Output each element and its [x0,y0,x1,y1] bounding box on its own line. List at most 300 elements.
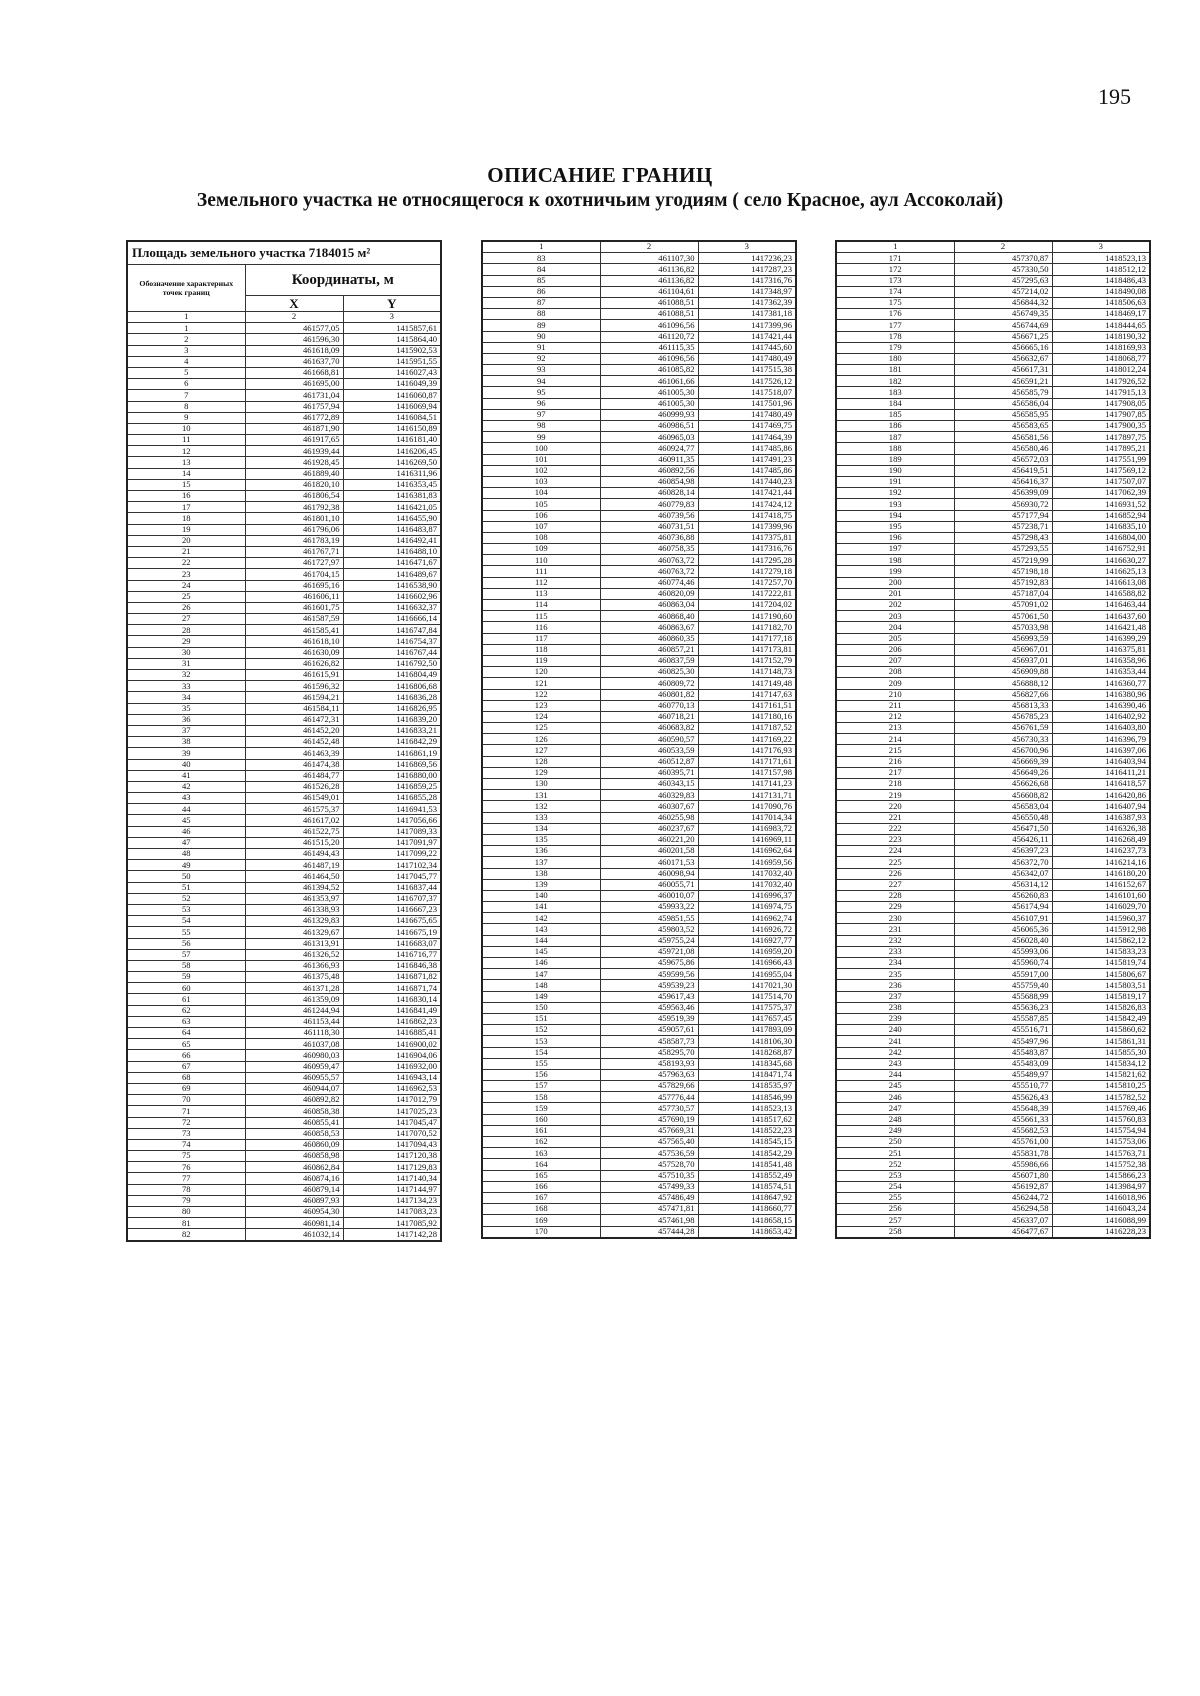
point-number: 176 [836,309,954,320]
x-coordinate: 461783,19 [245,535,343,546]
y-coordinate: 1417399,96 [698,521,796,532]
table-row [127,1229,441,1241]
y-coordinate: 1417518,07 [698,387,796,398]
x-coordinate: 461494,43 [245,849,343,860]
point-number: 146 [482,958,600,969]
y-coordinate: 1417257,70 [698,577,796,588]
table-row [127,725,441,736]
x-coordinate: 456583,65 [954,421,1052,432]
y-coordinate: 1417142,28 [343,1229,441,1241]
y-coordinate: 1417316,76 [698,275,796,286]
x-coordinate: 461326,52 [245,949,343,960]
table-row [836,286,1150,297]
point-number: 18 [127,513,245,524]
y-coordinate: 1418169,93 [1052,342,1150,353]
y-coordinate: 1417526,12 [698,376,796,387]
y-coordinate: 1415834,12 [1052,1058,1150,1069]
x-coordinate: 455682,53 [954,1125,1052,1136]
y-coordinate: 1416804,49 [343,670,441,681]
y-coordinate: 1416455,90 [343,513,441,524]
point-number: 88 [482,309,600,320]
table-row [127,1061,441,1072]
x-coordinate: 460718,21 [600,711,698,722]
point-number: 105 [482,499,600,510]
point-number: 184 [836,398,954,409]
x-coordinate: 459755,24 [600,935,698,946]
point-number: 38 [127,737,245,748]
table-row [482,633,796,644]
point-number: 210 [836,689,954,700]
x-coordinate: 456993,59 [954,633,1052,644]
x-coordinate: 461136,82 [600,264,698,275]
point-number: 177 [836,320,954,331]
table-row [482,1181,796,1192]
x-coordinate: 460863,67 [600,622,698,633]
point-number: 217 [836,767,954,778]
table-row [127,1207,441,1218]
x-coordinate: 461731,04 [245,390,343,401]
point-number: 96 [482,398,600,409]
point-number: 103 [482,476,600,487]
x-coordinate: 461366,93 [245,960,343,971]
point-number: 72 [127,1117,245,1128]
x-coordinate: 460854,98 [600,476,698,487]
x-coordinate: 459563,46 [600,1002,698,1013]
x-coordinate: 455636,23 [954,1002,1052,1013]
point-number: 186 [836,421,954,432]
table-row [836,1025,1150,1036]
x-coordinate: 456665,16 [954,342,1052,353]
x-coordinate: 461484,77 [245,770,343,781]
x-coordinate: 460954,30 [245,1207,343,1218]
table-row [127,692,441,703]
point-number: 244 [836,1069,954,1080]
x-coordinate: 461522,75 [245,826,343,837]
point-number: 207 [836,655,954,666]
x-coordinate: 461585,41 [245,625,343,636]
table-row [836,443,1150,454]
point-number: 61 [127,994,245,1005]
table-row [127,994,441,1005]
point-number: 7 [127,390,245,401]
point-number: 213 [836,723,954,734]
table-row [482,488,796,499]
y-coordinate: 1416421,48 [1052,622,1150,633]
point-number: 180 [836,353,954,364]
table-row [836,1047,1150,1058]
x-coordinate: 455483,09 [954,1058,1052,1069]
table-row [836,991,1150,1002]
y-coordinate: 1416381,83 [343,491,441,502]
y-coordinate: 1416837,44 [343,882,441,893]
x-coordinate: 456813,33 [954,700,1052,711]
y-coordinate: 1415951,55 [343,356,441,367]
x-coordinate: 457471,81 [600,1204,698,1215]
y-coordinate: 1416311,96 [343,468,441,479]
y-coordinate: 1416043,24 [1052,1204,1150,1215]
x-coordinate: 456550,48 [954,812,1052,823]
y-coordinate: 1417236,23 [698,253,796,264]
table-row [482,577,796,588]
point-number: 178 [836,331,954,342]
x-coordinate: 460825,30 [600,667,698,678]
table-row [127,513,441,524]
point-number: 127 [482,745,600,756]
x-coordinate: 460731,51 [600,521,698,532]
point-number: 113 [482,588,600,599]
point-number: 234 [836,958,954,969]
y-coordinate: 1418545,15 [698,1137,796,1148]
point-number: 78 [127,1184,245,1195]
x-coordinate: 461668,81 [245,367,343,378]
y-coordinate: 1417187,52 [698,723,796,734]
table-row [482,1215,796,1226]
point-number: 257 [836,1215,954,1226]
table-row [482,913,796,924]
y-coordinate: 1416836,28 [343,692,441,703]
point-number: 111 [482,566,600,577]
table-row [836,745,1150,756]
y-coordinate: 1418471,74 [698,1069,796,1080]
point-number: 205 [836,633,954,644]
y-coordinate: 1415782,52 [1052,1092,1150,1103]
y-coordinate: 1415754,94 [1052,1125,1150,1136]
x-coordinate: 455516,71 [954,1025,1052,1036]
point-number: 136 [482,846,600,857]
point-number: 100 [482,443,600,454]
point-number: 76 [127,1162,245,1173]
y-coordinate: 1416941,53 [343,804,441,815]
x-coordinate: 457187,04 [954,588,1052,599]
y-coordinate: 1417893,09 [698,1025,796,1036]
y-coordinate: 1418523,13 [1052,253,1150,264]
table-row [482,1103,796,1114]
table-row [482,353,796,364]
point-number: 102 [482,465,600,476]
x-coordinate: 455688,99 [954,991,1052,1002]
point-number: 21 [127,546,245,557]
x-coordinate: 460010,07 [600,890,698,901]
x-coordinate: 461695,00 [245,379,343,390]
point-number: 11 [127,435,245,446]
y-coordinate: 1417161,51 [698,700,796,711]
point-number: 232 [836,935,954,946]
x-coordinate: 459675,86 [600,958,698,969]
x-coordinate: 461596,30 [245,334,343,345]
x-coordinate: 455986,66 [954,1159,1052,1170]
point-number: 36 [127,714,245,725]
y-coordinate: 1417464,39 [698,432,796,443]
y-coordinate: 1418647,92 [698,1192,796,1203]
table-row [482,700,796,711]
x-coordinate: 460763,72 [600,566,698,577]
x-coordinate: 459803,52 [600,924,698,935]
point-number: 220 [836,801,954,812]
x-coordinate: 460980,03 [245,1050,343,1061]
table-row [482,1092,796,1103]
x-coordinate: 460959,47 [245,1061,343,1072]
y-coordinate: 1418506,63 [1052,297,1150,308]
table-row [836,1159,1150,1170]
table-1-body [127,323,441,1241]
point-number: 223 [836,834,954,845]
y-coordinate: 1416900,02 [343,1039,441,1050]
table-row [836,689,1150,700]
col-number-2: 2 [954,241,1052,253]
x-coordinate: 456761,59 [954,723,1052,734]
y-coordinate: 1416974,75 [698,902,796,913]
y-coordinate: 1416399,29 [1052,633,1150,644]
x-coordinate: 461727,97 [245,558,343,569]
point-number: 26 [127,602,245,613]
table-row [127,435,441,446]
x-coordinate: 457486,49 [600,1192,698,1203]
y-coordinate: 1416407,94 [1052,801,1150,812]
x-coordinate: 461792,38 [245,502,343,513]
point-number: 101 [482,454,600,465]
y-coordinate: 1417657,45 [698,1013,796,1024]
y-coordinate: 1416747,84 [343,625,441,636]
x-coordinate: 457730,57 [600,1103,698,1114]
table-row [836,1069,1150,1080]
x-coordinate: 456632,67 [954,353,1052,364]
x-coordinate: 460924,77 [600,443,698,454]
table-row [127,949,441,960]
y-coordinate: 1415912,98 [1052,924,1150,935]
table-row [127,412,441,423]
point-number: 243 [836,1058,954,1069]
x-coordinate: 461375,48 [245,972,343,983]
y-coordinate: 1416180,20 [1052,868,1150,879]
x-coordinate: 461939,44 [245,446,343,457]
point-number: 236 [836,980,954,991]
x-coordinate: 460774,46 [600,577,698,588]
table-row [482,1025,796,1036]
x-coordinate: 456591,21 [954,376,1052,387]
point-number: 120 [482,667,600,678]
y-coordinate: 1416852,94 [1052,510,1150,521]
table-row [836,1114,1150,1125]
y-coordinate: 1417569,12 [1052,465,1150,476]
x-coordinate: 456028,40 [954,935,1052,946]
y-coordinate: 1417897,75 [1052,432,1150,443]
point-number: 44 [127,804,245,815]
table-row [127,737,441,748]
table-row [836,890,1150,901]
table-row [482,432,796,443]
table-row [836,611,1150,622]
y-coordinate: 1418486,43 [1052,275,1150,286]
point-number: 93 [482,365,600,376]
x-coordinate: 461704,15 [245,569,343,580]
table-row [127,681,441,692]
y-coordinate: 1415857,61 [343,323,441,334]
table-row [836,1058,1150,1069]
table-row [482,253,796,264]
y-coordinate: 1418517,62 [698,1114,796,1125]
y-coordinate: 1416871,82 [343,972,441,983]
table-row [836,711,1150,722]
area-label: Площадь земельного участка 7184015 м² [127,241,441,265]
x-coordinate: 455489,97 [954,1069,1052,1080]
table-row [482,476,796,487]
point-number: 201 [836,588,954,599]
x-coordinate: 460758,35 [600,544,698,555]
y-coordinate: 1416403,94 [1052,756,1150,767]
table-row [482,1204,796,1215]
table-row [127,1106,441,1117]
x-coordinate: 460736,88 [600,532,698,543]
y-coordinate: 1417190,60 [698,611,796,622]
y-header: Y [343,296,441,312]
x-coordinate: 457091,02 [954,600,1052,611]
y-coordinate: 1415861,31 [1052,1036,1150,1047]
x-coordinate: 460860,35 [600,633,698,644]
table-row [127,1218,441,1229]
y-coordinate: 1417102,34 [343,860,441,871]
point-number: 194 [836,510,954,521]
y-coordinate: 1417180,16 [698,711,796,722]
point-number: 251 [836,1148,954,1159]
x-coordinate: 458587,73 [600,1036,698,1047]
x-coordinate: 456617,31 [954,365,1052,376]
table-row [127,904,441,915]
x-coordinate: 456581,56 [954,432,1052,443]
x-coordinate: 460855,41 [245,1117,343,1128]
x-coordinate: 459599,56 [600,969,698,980]
x-coordinate: 457198,18 [954,566,1052,577]
table-row [836,320,1150,331]
y-coordinate: 1416421,05 [343,502,441,513]
table-row [836,1125,1150,1136]
point-number: 62 [127,1005,245,1016]
table-row [127,502,441,513]
point-number: 139 [482,879,600,890]
point-number: 46 [127,826,245,837]
table-row [482,409,796,420]
table-row [127,591,441,602]
y-coordinate: 1417279,18 [698,566,796,577]
x-coordinate: 455626,43 [954,1092,1052,1103]
x-coordinate: 461061,66 [600,376,698,387]
point-number: 97 [482,409,600,420]
x-coordinate: 460837,59 [600,655,698,666]
y-coordinate: 1416375,81 [1052,644,1150,655]
x-coordinate: 459617,43 [600,991,698,1002]
point-number: 258 [836,1226,954,1238]
x-coordinate: 460965,03 [600,432,698,443]
x-coordinate: 460801,82 [600,689,698,700]
y-coordinate: 1415810,25 [1052,1081,1150,1092]
point-number: 12 [127,446,245,457]
col-number-3: 3 [698,241,796,253]
table-row [127,401,441,412]
table-row [127,446,441,457]
point-number: 106 [482,510,600,521]
x-coordinate: 460986,51 [600,421,698,432]
table-row [836,924,1150,935]
y-coordinate: 1418106,30 [698,1036,796,1047]
x-coordinate: 461606,11 [245,591,343,602]
x-coordinate: 460221,20 [600,834,698,845]
y-coordinate: 1417083,23 [343,1207,441,1218]
table-row [836,342,1150,353]
y-coordinate: 1417551,99 [1052,454,1150,465]
table-row [127,491,441,502]
table-row [127,759,441,770]
x-coordinate: 461136,82 [600,275,698,286]
table-row [482,499,796,510]
table-row [836,521,1150,532]
y-coordinate: 1416214,16 [1052,857,1150,868]
table-row [127,457,441,468]
y-coordinate: 1416841,49 [343,1005,441,1016]
point-number: 118 [482,644,600,655]
table-row [836,1103,1150,1114]
point-number: 14 [127,468,245,479]
col-number-2: 2 [600,241,698,253]
point-number: 156 [482,1069,600,1080]
x-coordinate: 456107,91 [954,913,1052,924]
point-number: 216 [836,756,954,767]
table-row [482,823,796,834]
point-number: 35 [127,703,245,714]
point-number: 185 [836,409,954,420]
table-row [482,924,796,935]
table-row [836,678,1150,689]
point-number: 153 [482,1036,600,1047]
point-number: 80 [127,1207,245,1218]
point-number: 20 [127,535,245,546]
point-number: 27 [127,614,245,625]
table-row [127,714,441,725]
y-coordinate: 1415819,74 [1052,958,1150,969]
x-coordinate: 457536,59 [600,1148,698,1159]
table-row [836,309,1150,320]
x-coordinate: 460828,14 [600,488,698,499]
y-coordinate: 1416962,53 [343,1083,441,1094]
x-coordinate: 461394,52 [245,882,343,893]
y-coordinate: 1415842,49 [1052,1013,1150,1024]
x-coordinate: 460857,21 [600,644,698,655]
y-coordinate: 1416268,49 [1052,834,1150,845]
x-coordinate: 460858,98 [245,1151,343,1162]
table-row [482,846,796,857]
x-coordinate: 461889,40 [245,468,343,479]
y-coordinate: 1418068,77 [1052,353,1150,364]
y-coordinate: 1417182,70 [698,622,796,633]
x-coordinate: 456730,33 [954,734,1052,745]
table-row [836,1013,1150,1024]
table-row [482,320,796,331]
y-coordinate: 1418541,48 [698,1159,796,1170]
point-number: 133 [482,812,600,823]
table-row [836,734,1150,745]
y-coordinate: 1417025,23 [343,1106,441,1117]
table-row [836,913,1150,924]
point-number: 209 [836,678,954,689]
x-coordinate: 460201,58 [600,846,698,857]
point-number: 117 [482,633,600,644]
x-coordinate: 457192,83 [954,577,1052,588]
point-number: 128 [482,756,600,767]
point-number: 166 [482,1181,600,1192]
point-number: 208 [836,667,954,678]
y-coordinate: 1417907,85 [1052,409,1150,420]
x-coordinate: 461917,65 [245,435,343,446]
point-number: 79 [127,1195,245,1206]
x-coordinate: 459721,08 [600,946,698,957]
